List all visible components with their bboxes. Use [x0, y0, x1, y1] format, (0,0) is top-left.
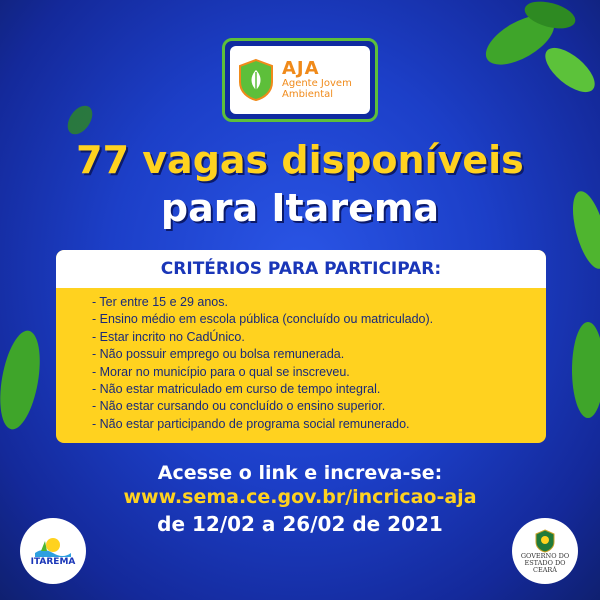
criteria-item: - Ter entre 15 e 29 anos. [92, 295, 228, 309]
aja-logo-card [222, 38, 378, 122]
leaf-shield-icon [238, 58, 274, 102]
aja-logo [230, 46, 370, 114]
criteria-box [56, 250, 546, 443]
logo-title: AJA [282, 58, 320, 79]
registration-link[interactable]: www.sema.ce.gov.br/incricao-aja [123, 486, 477, 508]
leaf-decoration-top-right [440, 0, 600, 140]
headline-city: para Itarema [160, 186, 440, 230]
itarema-emblem-icon [33, 535, 73, 557]
logo-subtitle-2: Ambiental [282, 89, 334, 100]
leaf-decoration-small [60, 100, 100, 140]
gov-logo-line2: ESTADO DO CEARÁ [524, 558, 566, 574]
ceara-government-logo [512, 518, 578, 584]
registration-dates: de 12/02 a 26/02 de 2021 [157, 512, 443, 536]
itarema-logo [20, 518, 86, 584]
leaf-decoration-left [0, 290, 60, 450]
criteria-header [56, 250, 546, 288]
state-coat-of-arms-icon [534, 529, 556, 553]
logo-subtitle-1: Agente Jovem [282, 78, 352, 89]
gov-logo-line1: GOVERNO DO [520, 551, 570, 560]
criteria-item: - Não estar participando de programa social remunerado. [92, 416, 410, 431]
criteria-item: - Não possuir emprego ou bolsa remunerada. [92, 347, 345, 362]
criteria-item: - Estar incrito no CadÚnico. [92, 329, 245, 344]
headline-vagas: 77 vagas disponíveis [76, 138, 524, 182]
criteria-item: - Morar no município para o qual se inscreveu. [92, 364, 350, 379]
criteria-title: CRITÉRIOS PARA PARTICIPAR: [160, 259, 442, 279]
criteria-list [56, 288, 546, 433]
criteria-item: - Não estar matriculado em curso de tempo integral. [92, 382, 381, 397]
itarema-logo-text: ITAREMA [30, 557, 76, 567]
cta-instruction: Acesse o link e increva-se: [157, 462, 443, 484]
criteria-item: - Não estar cursando ou concluído o ensino superior. [92, 399, 386, 414]
criteria-item: - Ensino médio em escola pública (concluído ou matriculado). [92, 312, 434, 327]
